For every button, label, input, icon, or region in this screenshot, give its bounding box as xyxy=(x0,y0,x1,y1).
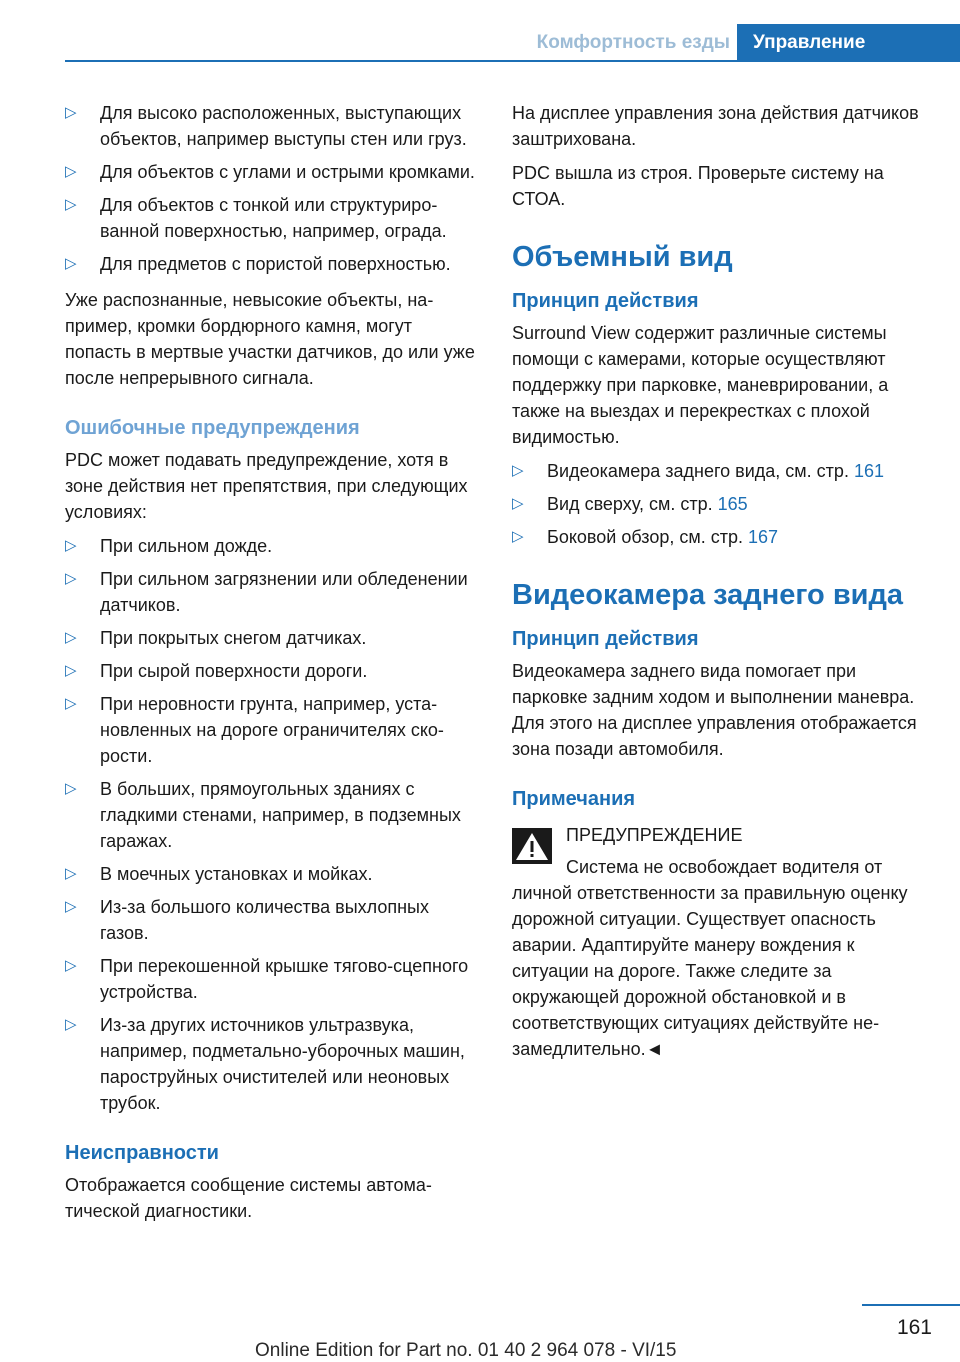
bullet-triangle-icon: ▷ xyxy=(65,865,77,882)
bullet-triangle-icon: ▷ xyxy=(65,1016,77,1033)
page-link-side-view[interactable]: 167 xyxy=(747,527,779,547)
footer-rule xyxy=(862,1304,960,1306)
bullet-triangle-icon: ▷ xyxy=(512,495,524,512)
bullet-triangle-icon: ▷ xyxy=(65,629,77,646)
list-item: ▷ При неровности грунта, например, установленных на дороге ограничителях скорости. xyxy=(65,691,480,769)
list-item: ▷ Боковой обзор, см. стр. 167 xyxy=(512,524,932,550)
surround-links-list xyxy=(512,458,932,550)
list-item: ▷ При сильном загрязнении или обледенении датчиков. xyxy=(65,566,480,618)
bullet-triangle-icon: ▷ xyxy=(65,570,77,587)
edition-footer: Online Edition for Part no. 01 40 2 964 078 - VI/15 xyxy=(255,1340,677,1361)
display-paragraph: На дисплее управления зона действия датчиков заштрихована. xyxy=(512,103,919,149)
list-item: ▷ Из-за большого количества выхлопных газов. xyxy=(65,894,480,946)
unrecognized-objects-paragraph: Уже распознанные, невысокие объекты, например, кромки бордюрного камня, могут попасть в мертвые участки датчиков, до или уже после непрерывного сигнала. xyxy=(65,290,475,388)
list-item: ▷ При покрытых снегом датчиках. xyxy=(65,625,480,651)
bullet-triangle-icon: ▷ xyxy=(65,662,77,679)
rear-camera-text: Видеокамера заднего вида помогает при парковке задним ходом и выполнении маневра. Для этого на дисплее управления отображается зона позади автомобиля. xyxy=(512,661,917,759)
surround-view-text: Surround View содержит различные системы помощи с камерами, которые осуществляют поддержку при парковке, маневрировании, а также на выездах и перекрестках с плохой видимостью. xyxy=(512,323,889,447)
list-item: ▷ Вид сверху, см. стр. 165 xyxy=(512,491,932,517)
bullet-triangle-icon: ▷ xyxy=(65,695,77,712)
rear-camera-principle-heading: Принцип действия xyxy=(512,628,699,650)
list-item: ▷ Из-за других источников ультразвука, например, подметально-уборочных машин, пароструйных очистителей или неоновых трубок. xyxy=(65,1012,480,1116)
list-item: ▷ Для объектов с тонкой или структурированной поверхностью, например, ограда. xyxy=(65,192,480,244)
notes-heading: Примечания xyxy=(512,788,636,810)
bullet-triangle-icon: ▷ xyxy=(512,462,524,479)
bullet-triangle-icon: ▷ xyxy=(65,104,77,121)
header-section-tab[interactable]: Комфортность езды xyxy=(536,32,730,53)
list-item: ▷ Видеокамера заднего вида, см. стр. 161 xyxy=(512,458,932,484)
list-item: ▷ При сильном дожде. xyxy=(65,533,480,559)
left-column xyxy=(65,100,480,1232)
list-item: ▷ В больших, прямоугольных зданиях с гладкими стенами, например, в подземных гаражах. xyxy=(65,776,480,854)
right-column xyxy=(512,100,932,1062)
bullet-triangle-icon: ▷ xyxy=(65,163,77,180)
list-item: ▷ В моечных установках и мойках. xyxy=(65,861,480,887)
false-warnings-list xyxy=(65,533,480,1116)
malfunctions-heading: Неисправности xyxy=(65,1142,219,1164)
warning-block xyxy=(512,822,932,1062)
bullet-triangle-icon: ▷ xyxy=(65,780,77,797)
header-chapter-tab[interactable]: Управление xyxy=(737,24,960,62)
bullet-triangle-icon: ▷ xyxy=(65,537,77,554)
page-link-rear-camera[interactable]: 161 xyxy=(853,461,884,481)
rear-camera-heading: Видеокамера заднего вида xyxy=(512,579,904,611)
bullet-triangle-icon: ▷ xyxy=(65,196,77,213)
warning-title: ПРЕДУПРЕЖДЕНИЕ xyxy=(566,825,743,845)
bullet-triangle-icon: ▷ xyxy=(512,528,524,545)
warning-text: Система не освобождает водителя от личной ответственности за правильную оценку дорожной ситуации. Существует опасность аварии. Адаптируйте манеру вождения к ситуации на дороге. Также следите за окружающей дорожной обстановкой и в соответствующих ситуациях действуйте незамедлительно.◄ xyxy=(512,857,908,1059)
malfunctions-text: Отображается сообщение системы автоматической диагностики. xyxy=(65,1175,432,1221)
bullet-triangle-icon: ▷ xyxy=(65,898,77,915)
false-warnings-intro: PDC может подавать предупреждение, хотя в зоне действия нет препятствия, при следующих условиях: xyxy=(65,450,468,522)
surround-principle-heading: Принцип действия xyxy=(512,290,699,312)
list-item: ▷ Для объектов с углами и острыми кромками. xyxy=(65,159,480,185)
warning-triangle-icon xyxy=(512,828,552,864)
false-warnings-heading: Ошибочные предупреждения xyxy=(65,417,360,439)
list-item: ▷ Для высоко расположенных, выступающих объектов, например выступы стен или груз. xyxy=(65,100,480,152)
list-item: ▷ При перекошенной крышке тягово-сцепного устройства. xyxy=(65,953,480,1005)
page-link-top-view[interactable]: 165 xyxy=(717,494,748,514)
surround-view-heading: Объемный вид xyxy=(512,241,733,273)
header-rule xyxy=(65,60,960,62)
page-number: 161 xyxy=(896,1316,932,1339)
bullet-triangle-icon: ▷ xyxy=(65,957,77,974)
list-item: ▷ При сырой поверхности дороги. xyxy=(65,658,480,684)
bullet-triangle-icon: ▷ xyxy=(65,255,77,272)
pdc-failure-paragraph: PDC вышла из строя. Проверьте систему на СТОА. xyxy=(512,163,884,209)
object-types-list xyxy=(65,100,480,277)
list-item: ▷ Для предметов с пористой поверхностью. xyxy=(65,251,480,277)
